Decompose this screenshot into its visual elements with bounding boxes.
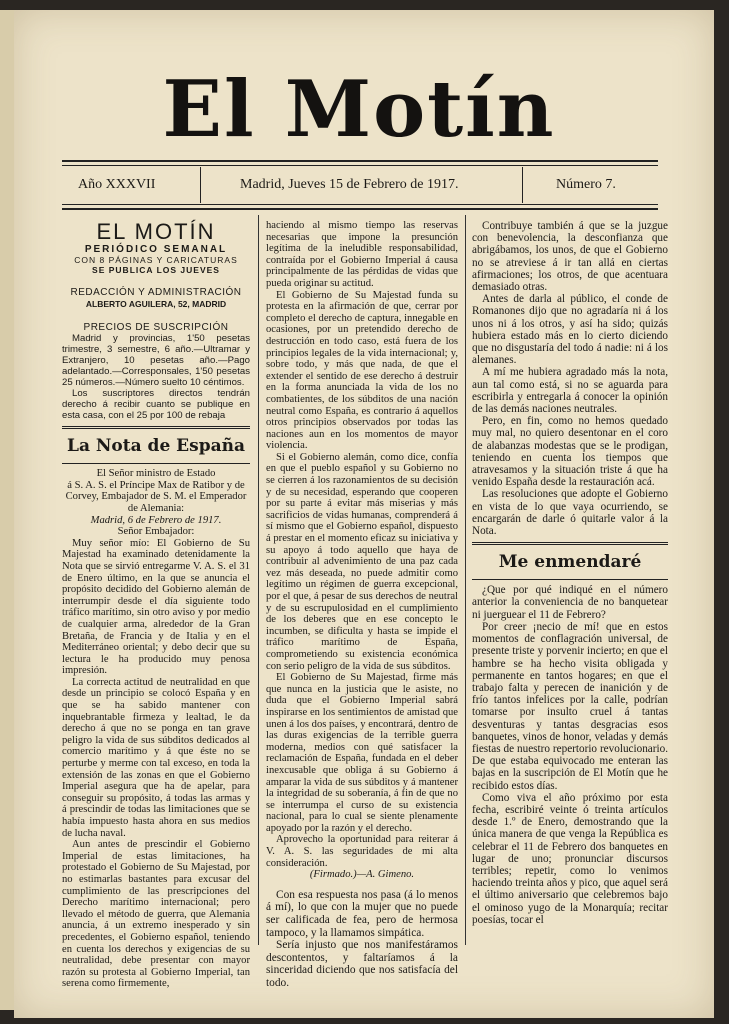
address-line: El Señor ministro de Estado — [96, 468, 216, 480]
salutation: Señor Embajador: — [117, 526, 195, 538]
infobox-pages: CON 8 PÁGINAS Y CARICATURAS — [74, 255, 238, 265]
paragraph: ¿Que por qué indiqué en el número anterior la conveniencia de no banquetear ni juerguear el 11 de Febrero? — [472, 584, 668, 621]
paragraph: Por creer ¡necio de mí! que en estos momentos de conflagración universal, de presente triste y porvenir incierto; en que el hambre se ha hecho visita obligada y permanente en tantos hogares; en que el trabajo falta y perecen de inanición y de frío tantos infelices por la calle, podrían tomarse por insulto cruel á tantas desventuras y tantas desgracias esos banquetes, vinos de honor, veladas y demás fiestas de nuestro repertorio revolucionario. De que estaba equivocado me enteran las bajas en la suscripción de El Motín que he recibido estos días. — [472, 620, 668, 792]
column-1 — [62, 220, 250, 990]
infobox-address: ALBERTO AGUILERA, 52, MADRID — [85, 298, 227, 309]
paragraph: Como viva el año próximo por esta fecha, escribiré veinte ó treinta artículos desde 1.º de Enero, demostrando que la única manera de que venga la República es celebrar el 11 de Febrero dos banquetes en lugar de uno; pronunciar discursos terribles; repetir, como lo venimos haciendo treinta años y pico, que aquel será el último aniversario que celebremos bajo el ominoso yugo de la Monarquía; recitar poesías, tocar el — [472, 791, 668, 926]
column-rule — [258, 215, 259, 945]
infobox-subscribers: Los suscriptores directos tendrán derecho á recibir cuanto se publique en esta casa, con el 25 por 100 de rebaja — [62, 388, 250, 422]
paragraph: Si el Gobierno alemán, como dice, confía en que el pueblo español y su Gobierno no se cierren á los razonamientos de su decisión y de su necesidad, esperando que cooperen por su parte á evitar más miserias y más sacrificios de vidas humanas, comprenderá á sí mismo que el Gobierno español, dispuesto á prestar en el momento eficaz su iniciativa y su apoyo á todo aquello que haya de contribuir al advenimiento de una paz cada vez más deseada, no puede admitir como legítimo un régimen de guerra excepcional, por el que, á pesar de sus derechos de neutral y de su escrupulosidad en el cumplimiento de los deberes que en ese concepto le incumben, se dificulta y hasta se impide el tráfico marítimo de España, comprometiendo su existencia económica con serio peligro de la vida de sus súbditos. — [266, 451, 458, 672]
book-binding — [0, 10, 14, 1010]
address-line: á S. A. S. el Príncipe Max de Ratibor y de Corvey, Embajador de S. M. el Emperador de Alemania: — [65, 479, 247, 514]
article2-heading: Me enmendaré — [498, 552, 642, 573]
paragraph: Sería injusto que nos manifestáramos descontentos, y faltaríamos á la sinceridad diciendo que nos satisfacía del todo. — [266, 939, 458, 989]
paragraph: Antes de darla al público, el conde de Romanones dijo que no agradaría ni á los unos ni á los otros, y así ha sido; quizás hubiera estado más en lo cierto diciendo que no disgustaría del todo á nadie: ni á los alemanes. — [472, 293, 668, 367]
masthead-title: El Motín — [162, 64, 556, 155]
paragraph: El Gobierno de Su Majestad, firme más que nunca en la justicia que le asiste, no duda que el Gobierno Imperial sabrá inspirarse en los sentimientos de amistad que unen á los dos países, y encontrará, dentro de las duras exigencias de la terrible guerra moderna, medios con qué satisfacer la reclamación de España, fundada en el deber inexcusable que obliga á su Gobierno á amparar la vida de sus súbditos y á mantener la integridad de su soberanía, á fin de que no se interrumpa el curso de su existencia nacional, para lo cual se siente plenamente apoyado por la razón y el derecho. — [266, 672, 458, 834]
newspaper-page — [14, 10, 714, 1018]
place-date: Madrid, Jueves 15 de Febrero de 1917. — [240, 177, 459, 192]
column-2 — [266, 220, 458, 990]
infobox-prices: Madrid y provincias, 1'50 pesetas trimestre, 3 semestre, 6 año.—Ultramar y Extranjero, 10 pesetas año.—Pago adelantado.—Corresponsales, 1'50 pesetas 25 números.—Número suelto 10 céntimos. — [62, 333, 250, 389]
paragraph: haciendo al mismo tiempo las reservas necesarias que impone la presunción legítima de la ineludible responsabilidad, contraída por el Gobierno Imperial á causa principalmente de las pérdidas de vidas que pueda originar su actitud. — [266, 220, 458, 289]
dateline-bar — [62, 160, 658, 210]
paragraph: Muy señor mío: El Gobierno de Su Majestad ha examinado detenidamente la Nota que se sirvió entregarme V. A. S. el 31 de Enero último, en la que se anuncia el propósito decidido del Gobierno alemán de interrumpir desde el día siguiente todo tráfico marítimo, sin otro aviso y por medio de cualquier arma, alrededor de la Gran Bretaña, de Francia y de Italia y en el Mediterráneo oriental; y debo decir que su lectura le ha producido muy penosa impresión. — [62, 537, 250, 677]
paragraph: La correcta actitud de neutralidad en que desde un principio se colocó España y en que se ha sabido mantener con inquebrantable firmeza y lealtad, le da derecho á que no se ponga en tan grave peligro la vida de sus súbditos dedicados al comercio marítimo y á que éste no se perturbe y merme con tal exceso, en toda la extensión de las zonas en que el Gobierno Imperial asegura que ha de apelar, para conseguir su propósito, á todas las armas y á prescindir de todas las limitaciones que se había impuesto hasta ahora en sus medios de lucha naval. — [62, 676, 250, 839]
paragraph: El Gobierno de Su Majestad funda su protesta en la afirmación de que, cerrar por completo el derecho de captura, innegable en ocasiones, por un pretendido derecho de destrucción en todo caso, está fuera de los principios legales de la vida internacional; y, sobre todo, y más que nada, de que el extender el sentido de ese derecho á destruir en la forma anunciada la vida de los no combatientes, de los súbditos de una nación neutral como España, es contrario á aquellos otros principios observados por todas las naciones aun en los momentos de mayor violencia. — [266, 289, 458, 452]
column-rule — [465, 215, 466, 945]
signature: (Firmado.)—A. Gimeno. — [309, 869, 415, 881]
paragraph: Pero, en fin, como no hemos quedado muy mal, no quiero desentonar en el coro de alabanzas modestas que se le prodigan, teniendo en cuenta los tiempos que atravesamos y la situación triste á que ha venido España desde la restauración acá. — [472, 415, 668, 489]
article1-heading: La Nota de España — [67, 436, 245, 457]
paragraph: Aprovecho la oportunidad para reiterar á V. A. S. las seguridades de mi alta consideración. — [266, 834, 458, 869]
infobox-publishes: SE PUBLICA LOS JUEVES — [92, 265, 220, 275]
issue-number: Número 7. — [556, 177, 616, 192]
infobox-admin-title: REDACCIÓN Y ADMINISTRACIÓN — [70, 287, 242, 298]
column-3 — [472, 220, 668, 926]
paragraph: Contribuye también á que se la juzgue con benevolencia, la desconfianza que abrigábamos, los unos, de que el Gobierno no se atreviese á ir tan allá en ciertas afirmaciones; los otros, de que acentuara demasiado otras. — [472, 220, 668, 294]
letter-date: Madrid, 6 de Febrero de 1917. — [90, 514, 222, 526]
paragraph: A mí me hubiera agradado más la nota, aun tal como está, si no se aguarda para escribirla y entregarla á conocer la opinión de las demás naciones neutrales. — [472, 366, 668, 416]
infobox-title: EL MOTÍN — [96, 219, 216, 244]
paragraph: Con esa respuesta nos pasa (á lo menos á mí), lo que con la mujer que no puede ser calificada de fea, pero de hermosa tampoco, y la llamamos simpática. — [266, 888, 458, 939]
paragraph: Aun antes de prescindir el Gobierno Imperial de estas limitaciones, ha protestado el Gobierno de Su Majestad, por no estimarlas bastantes para excusar del cumplimiento de las prescripciones del Derecho marítimo internacional; pero llevado el método de guerra, que Alemania anuncia, á un extremo inesperado y sin precedentes, el Gobierno español, teniendo en cuenta los derechos y exigencias de su neutralidad, debe presentar con mayor razón su protesta al Gobierno Imperial, tan serena como firmemente, — [62, 839, 250, 990]
infobox-subtitle: PERIÓDICO SEMANAL — [84, 244, 228, 255]
paragraph: Las resoluciones que adopte el Gobierno en vista de lo que vaya ocurriendo, se encargarán de darle ó quitarle valor á la Nota. — [472, 488, 668, 538]
infobox-prices-title: PRECIOS DE SUSCRIPCIÓN — [83, 321, 229, 333]
year-label: Año XXXVII — [78, 177, 156, 192]
